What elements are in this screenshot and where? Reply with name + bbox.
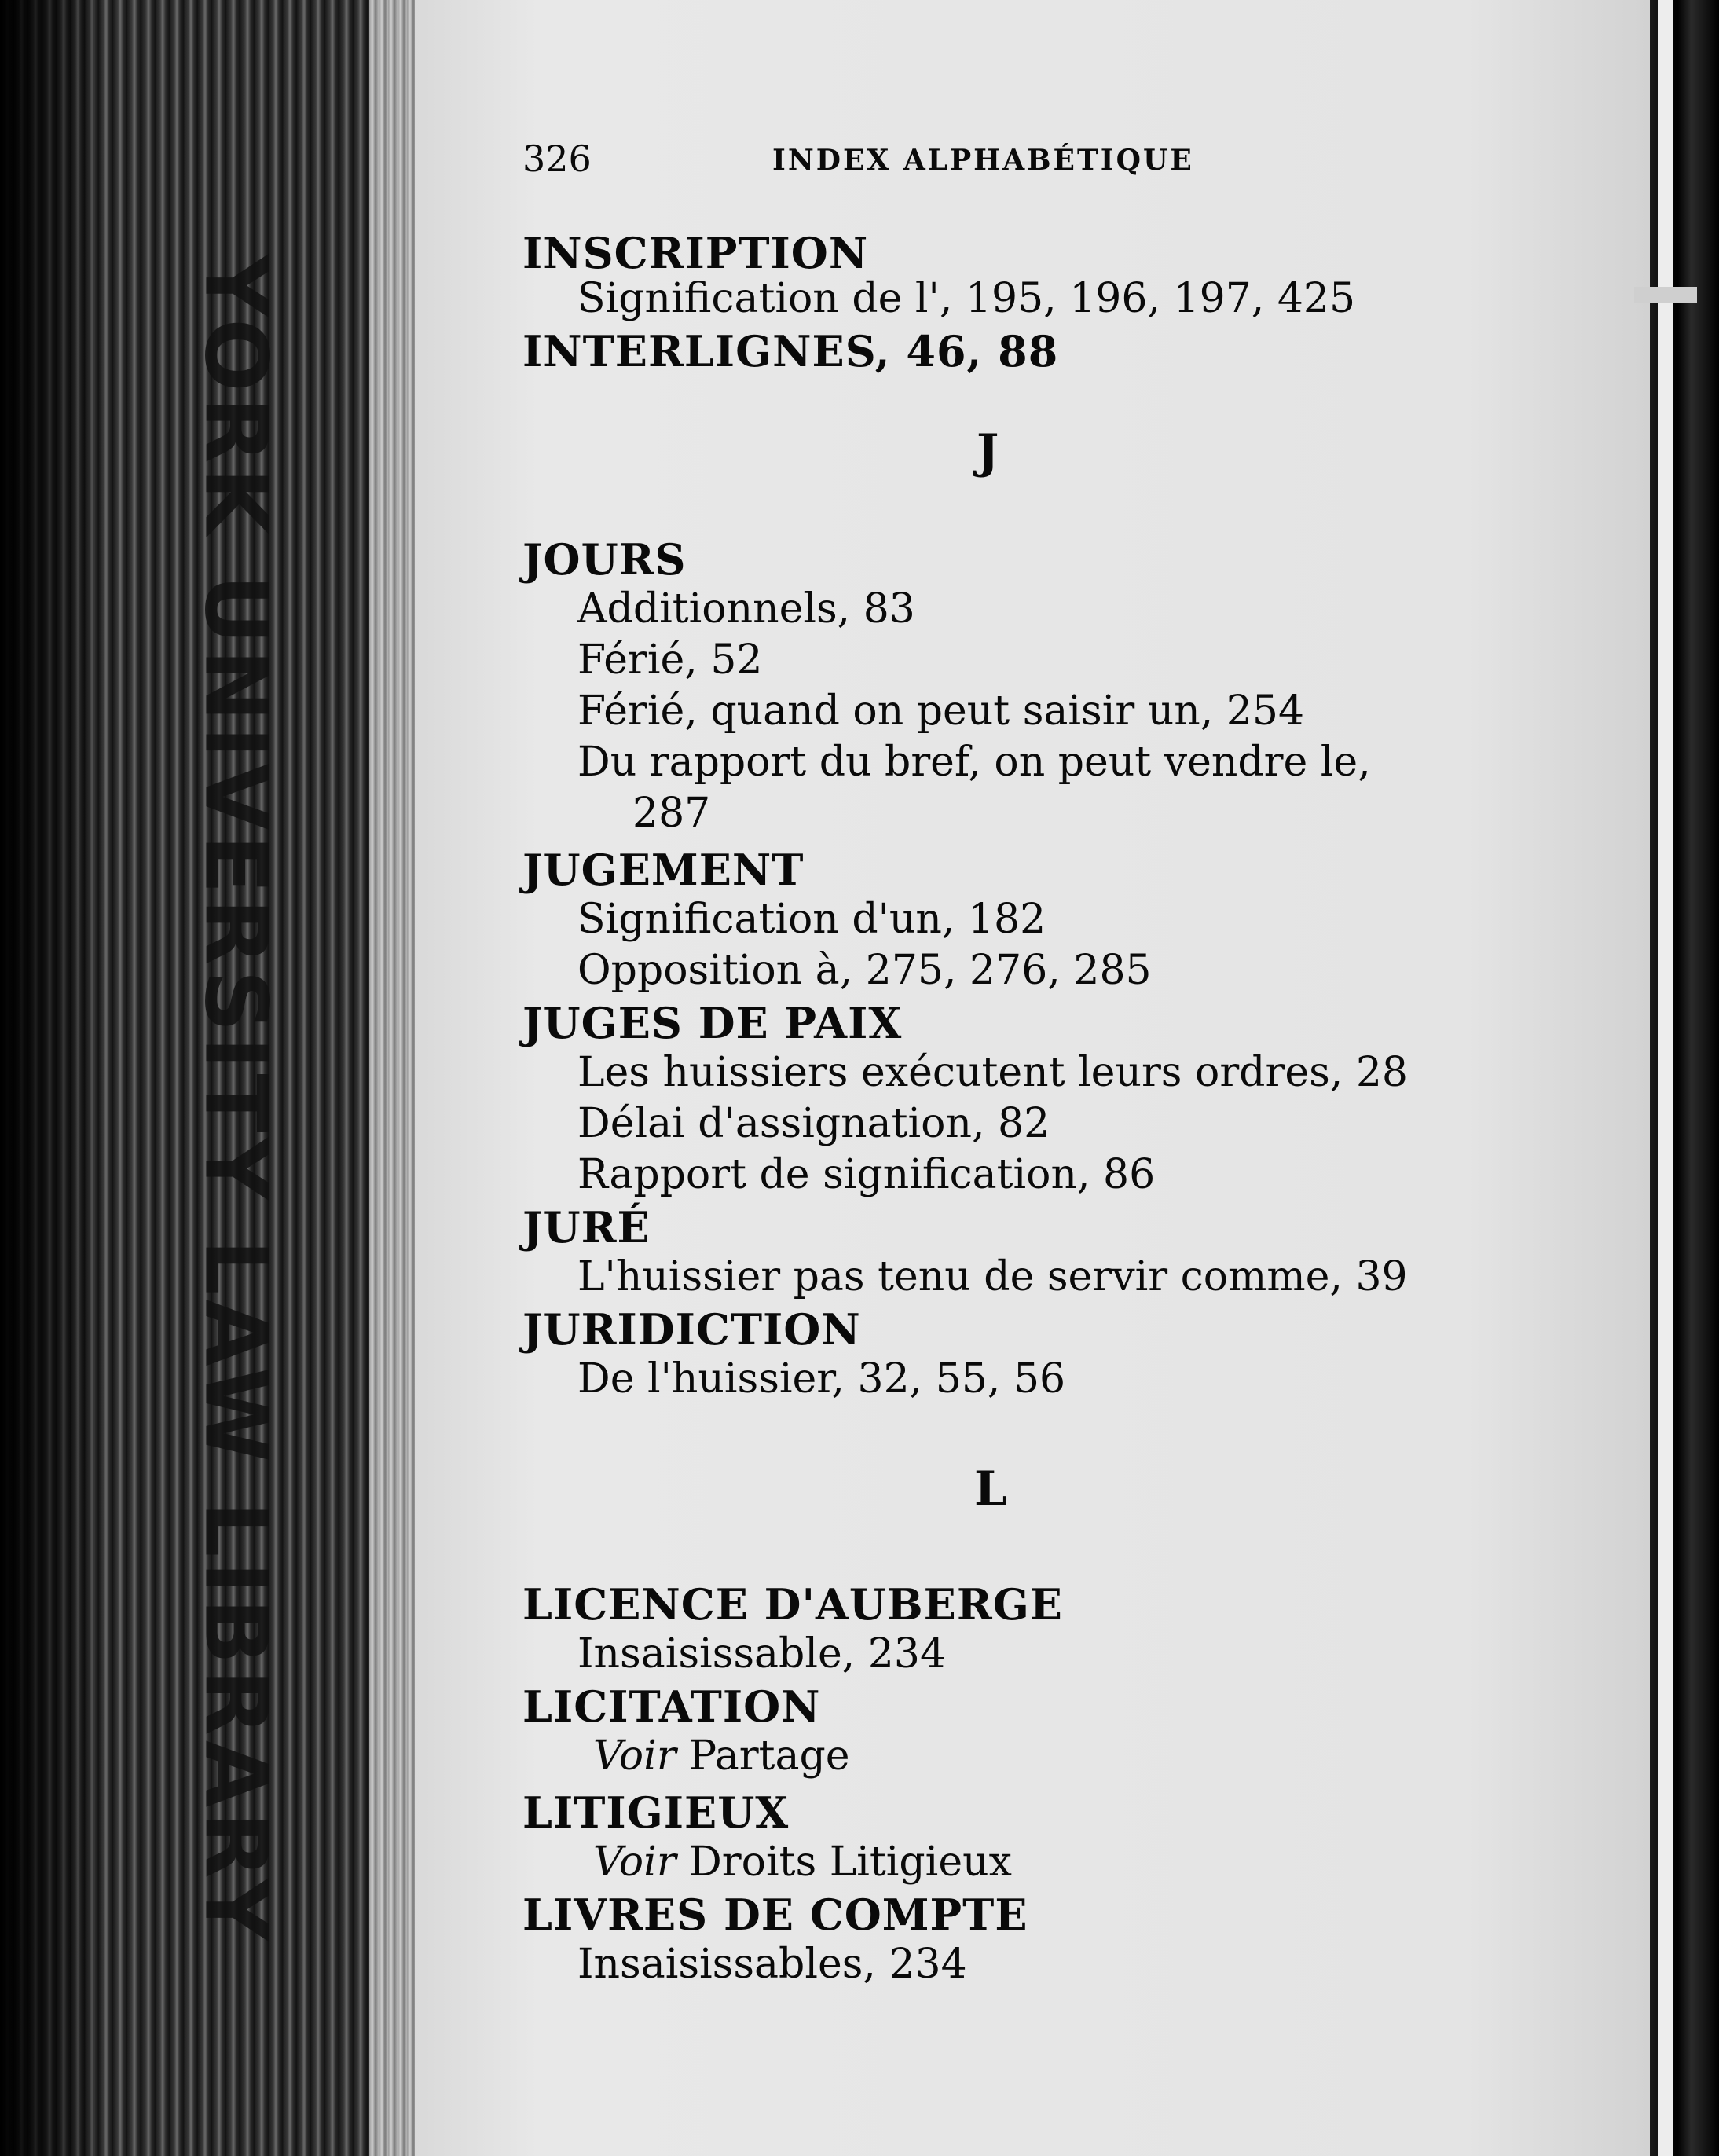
cross-reference-target: Partage xyxy=(676,1732,850,1780)
index-subentry: Insaisissables, 234 xyxy=(577,1941,967,1988)
index-subentry: Férié, quand on peut saisir un, 254 xyxy=(577,688,1305,735)
index-subentry: Signification de l', 195, 196, 197, 425 xyxy=(577,275,1356,322)
index-heading: JUGES DE PAIX xyxy=(522,998,903,1048)
index-heading: LIVRES DE COMPTE xyxy=(522,1890,1028,1940)
voir-label: Voir xyxy=(593,1732,676,1780)
index-subentry: Opposition à, 275, 276, 285 xyxy=(577,947,1152,994)
right-page-edge xyxy=(1658,0,1673,2156)
index-subentry: Les huissiers exécutent leurs ordres, 28 xyxy=(577,1049,1409,1096)
page-tab-mark xyxy=(1634,287,1697,302)
index-subentry: Délai d'assignation, 82 xyxy=(577,1100,1050,1147)
index-heading: INTERLIGNES, 46, 88 xyxy=(522,326,1059,376)
index-subentry: Insaisissable, 234 xyxy=(577,1630,947,1678)
index-subentry: Férié, 52 xyxy=(577,636,763,684)
page-stack-edge xyxy=(369,0,416,2156)
section-letter: J xyxy=(977,424,999,479)
library-stamp-text: YORK UNIVERSITY LAW LIBRARY xyxy=(185,254,287,1946)
voir-label: Voir xyxy=(593,1839,676,1886)
index-subentry: Additionnels, 83 xyxy=(577,585,915,632)
index-subentry: Rapport de signification, 86 xyxy=(577,1151,1156,1198)
index-subentry: De l'huissier, 32, 55, 56 xyxy=(577,1355,1066,1402)
index-cross-reference xyxy=(593,1839,1012,1886)
page-header xyxy=(522,138,1230,185)
running-title: INDEX ALPHABÉTIQUE xyxy=(772,144,1194,177)
cross-reference-target: Droits Litigieux xyxy=(676,1839,1012,1886)
index-subentry: L'huissier pas tenu de servir comme, 39 xyxy=(577,1253,1408,1300)
index-subentry: 287 xyxy=(632,790,711,837)
spine-shadow xyxy=(0,0,94,2156)
section-letter: L xyxy=(974,1461,1008,1516)
index-heading: JURIDICTION xyxy=(522,1304,861,1355)
index-cross-reference xyxy=(593,1732,850,1780)
index-heading: JOURS xyxy=(522,534,687,585)
index-heading: LICENCE D'AUBERGE xyxy=(522,1579,1063,1630)
index-heading: JURÉ xyxy=(522,1202,651,1252)
library-stamp xyxy=(110,254,361,1946)
index-subentry: Du rapport du bref, on peut vendre le, xyxy=(577,739,1371,786)
index-heading: JUGEMENT xyxy=(522,845,805,895)
index-heading: INSCRIPTION xyxy=(522,228,869,278)
index-heading: LITIGIEUX xyxy=(522,1788,790,1838)
page-number: 326 xyxy=(522,138,592,180)
index-subentry: Signification d'un, 182 xyxy=(577,896,1046,943)
index-heading: LICITATION xyxy=(522,1681,821,1732)
